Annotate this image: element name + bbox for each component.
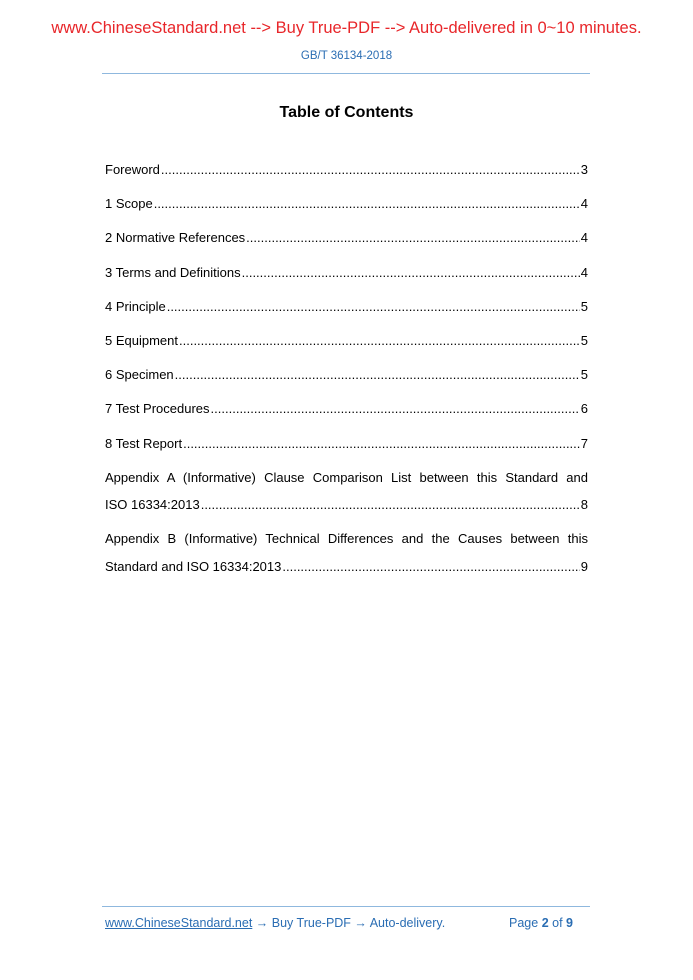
toc-entry-label: Foreword: [105, 162, 160, 177]
toc-list: [105, 162, 588, 593]
toc-entry-label: Appendix B (Informative) Technical Differences and the Causes between this: [105, 531, 588, 547]
toc-leader-dots: [211, 401, 580, 416]
toc-entry-appendix-a[interactable]: [105, 470, 588, 532]
page-current: 2: [541, 916, 549, 930]
toc-entry-label: 7 Test Procedures: [105, 401, 210, 417]
toc-leader-dots: [242, 265, 580, 280]
footer-site-link[interactable]: www.ChineseStandard.net: [105, 916, 253, 930]
toc-entry-page: 9: [580, 558, 588, 574]
toc-entry-page: 5: [580, 367, 588, 383]
toc-leader-dots: [282, 559, 579, 574]
toc-leader-dots: [154, 196, 580, 211]
toc-entry-page: 4: [580, 230, 588, 246]
promo-banner[interactable]: www.ChineseStandard.net --> Buy True-PDF --> Auto-delivered in 0~10 minutes.: [51, 19, 642, 37]
toc-entry-test-procedures[interactable]: [105, 401, 588, 435]
toc-leader-dots: [175, 367, 580, 382]
toc-entry-scope[interactable]: [105, 196, 588, 230]
toc-entry-page: 5: [580, 298, 588, 314]
footer-divider: [102, 906, 590, 907]
header-divider: [102, 73, 590, 74]
toc-entry-label: 2 Normative References: [105, 230, 246, 246]
toc-entry-page: 6: [580, 401, 588, 417]
toc-entry-label-continued: Standard and ISO 16334:2013: [105, 558, 282, 574]
toc-entry-equipment[interactable]: [105, 333, 588, 367]
toc-entry-page: 4: [580, 264, 588, 280]
toc-leader-dots: [246, 230, 580, 245]
toc-entry-page: 5: [580, 332, 588, 348]
page-word: Page: [509, 916, 539, 930]
toc-entry-label: 4 Principle: [105, 298, 166, 314]
toc-entry-page: 8: [580, 497, 588, 513]
toc-leader-dots: [179, 333, 580, 348]
toc-entry-specimen[interactable]: [105, 367, 588, 401]
toc-entry-foreword[interactable]: [105, 162, 588, 196]
page-total: 9: [566, 916, 573, 930]
page-of: of: [552, 916, 563, 930]
footer-promo-text: → Buy True-PDF → Auto-delivery.: [252, 916, 446, 930]
toc-entry-label: 5 Equipment: [105, 332, 178, 348]
toc-entry-page: 3: [580, 162, 588, 177]
footer-promo: [105, 916, 445, 930]
toc-entry-label: 3 Terms and Definitions: [105, 264, 241, 280]
toc-entry-label: 6 Specimen: [105, 367, 174, 383]
toc-title: Table of Contents: [279, 104, 414, 121]
standard-code-header: GB/T 36134-2018: [300, 50, 393, 62]
toc-leader-dots: [161, 162, 580, 177]
toc-entry-principle[interactable]: [105, 299, 588, 333]
toc-entry-terms-definitions[interactable]: [105, 265, 588, 299]
toc-entry-appendix-b[interactable]: [105, 531, 588, 593]
toc-entry-normative-references[interactable]: [105, 230, 588, 264]
page-indicator: [509, 916, 573, 930]
toc-entry-page: 4: [580, 196, 588, 212]
toc-leader-dots: [167, 299, 580, 314]
toc-entry-label-continued: ISO 16334:2013: [105, 497, 200, 513]
toc-entry-page: 7: [580, 435, 588, 451]
toc-leader-dots: [201, 497, 580, 512]
toc-entry-label: 8 Test Report: [105, 435, 183, 451]
toc-entry-label: 1 Scope: [105, 196, 153, 212]
toc-entry-label: Appendix A (Informative) Clause Comparison List between this Standard and: [105, 469, 588, 485]
toc-leader-dots: [183, 436, 580, 451]
toc-entry-test-report[interactable]: [105, 436, 588, 470]
